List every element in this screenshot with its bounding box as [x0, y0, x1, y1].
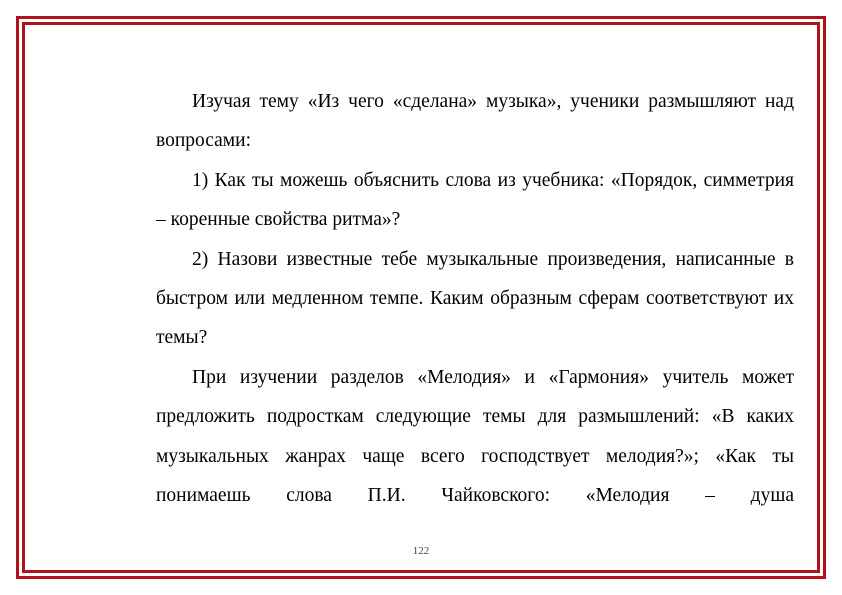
- document-body: [156, 82, 794, 515]
- page-number: 122: [412, 545, 430, 557]
- paragraph-intro: Изучая тему «Из чего «сделана» музыка», ученики размышляют над вопросами:: [156, 91, 794, 152]
- paragraph-question-2: 2) Назови известные тебе музыкальные произведения, написанные в быстром или медленном темпе. Каким образным сферам соответствуют их темы?: [156, 248, 794, 349]
- paragraph-question-1: 1) Как ты можешь объяснить слова из учебника: «Порядок, симметрия – коренные свойства ритма»?: [156, 169, 794, 231]
- paragraph-melody-harmony: При изучении разделов «Мелодия» и «Гармония» учитель может предложить подросткам следующие темы для размышлений: «В каких музыкальных жанрах чаще всего господствует мелодия?»; «Как ты понимаешь слова П.И. Чайковского: «Мелодия – душа: [156, 366, 794, 507]
